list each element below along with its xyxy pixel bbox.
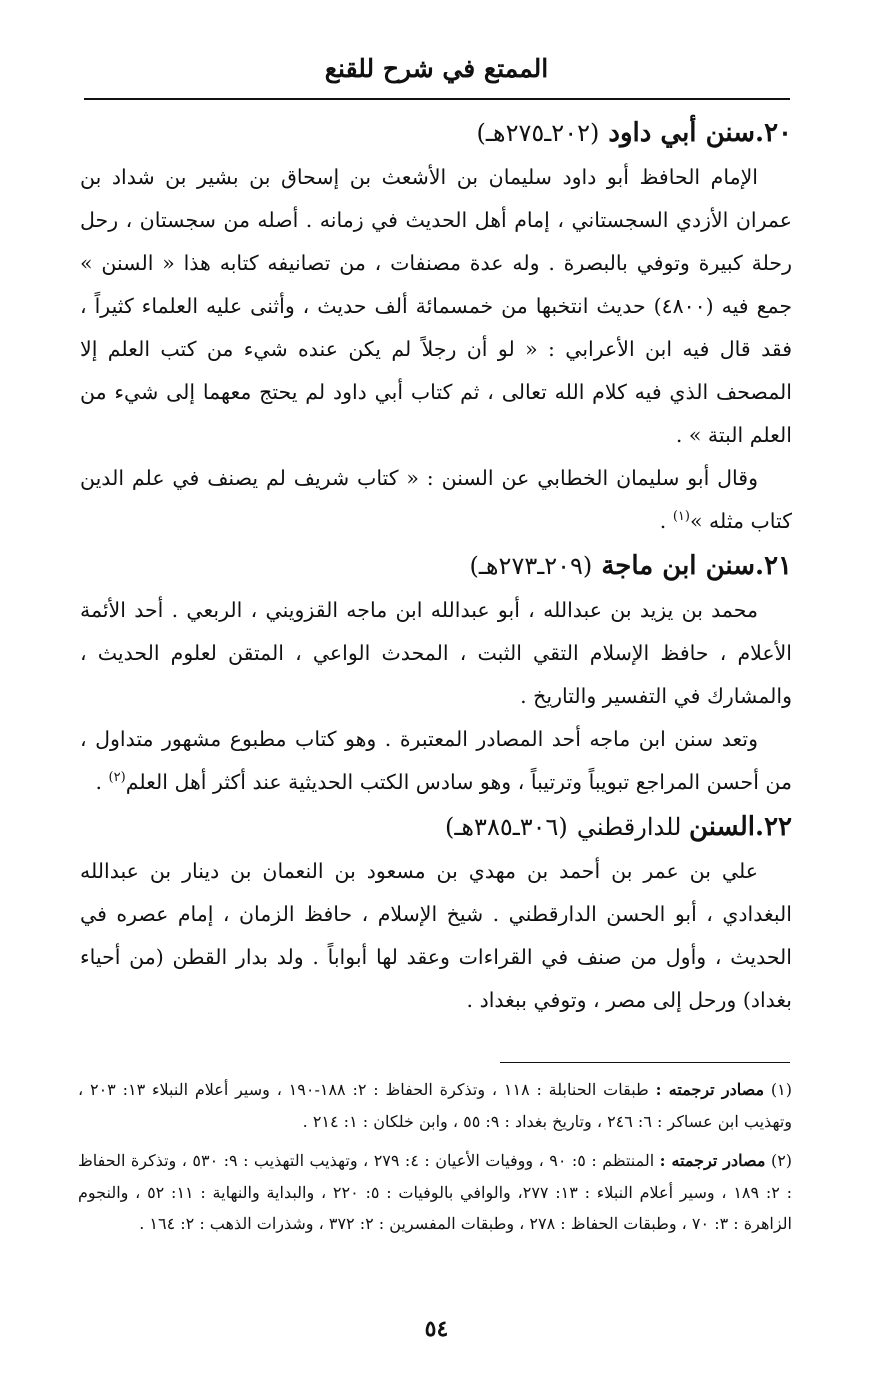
section-heading bbox=[80, 110, 792, 156]
running-head: الممتع في شرح للقنع bbox=[324, 54, 549, 83]
footnote-ref: (٢) bbox=[108, 770, 126, 786]
footnote-number: (١) bbox=[770, 1080, 792, 1099]
paragraph-text: وقال أبو سليمان الخطابي عن السنن : « كتاب شريف لم يصنف في علم الدين كتاب مثله » bbox=[80, 466, 792, 533]
section-title: سنن أبي داود bbox=[608, 118, 755, 148]
section-dates: (٣٠٦ـ٣٨٥هـ) bbox=[444, 813, 568, 841]
paragraph: علي بن عمر بن أحمد بن مهدي بن مسعود بن النعمان بن دينار بن عبدالله البغدادي ، أبو الحسن الدارقطني . شيخ الإسلام ، حافظ الزمان ، إمام عصره في الحديث ، وأول من صنف في القراءات وعقد لها أبواباً . ولد بدار القطن (من أحياء بغداد) ورحل إلى مصر ، وتوفي ببغداد . bbox=[80, 859, 792, 1012]
paragraph-text: وتعد سنن ابن ماجه أحد المصادر المعتبرة . وهو كتاب مطبوع مشهور متداول ، من أحسن المراجع تبويباً وترتيباً ، وهو سادس الكتب الحديثية عند أكثر أهل العلم bbox=[80, 727, 792, 794]
section-heading bbox=[80, 804, 792, 850]
section-dates: (٢٠٩ـ٢٧٣هـ) bbox=[469, 552, 593, 580]
section-dates: (٢٠٢ـ٢٧٥هـ) bbox=[476, 119, 600, 147]
footnote-rule bbox=[500, 1062, 790, 1063]
section-heading bbox=[80, 543, 792, 589]
footnote bbox=[78, 1074, 792, 1137]
footnote-label: مصادر ترجمته : bbox=[655, 1080, 765, 1099]
section-number: ٢٢. bbox=[755, 812, 792, 842]
section-title: سنن ابن ماجة bbox=[601, 551, 755, 581]
section-title: السنن bbox=[689, 812, 755, 842]
footnote-number: (٢) bbox=[770, 1151, 793, 1170]
footnote bbox=[78, 1145, 792, 1240]
paragraph: محمد بن يزيد بن عبدالله ، أبو عبدالله ابن ماجه القزويني ، الربعي . أحد الأئمة الأعلام ، حافظ الإسلام التقي الثبت ، المحدث الواعي ، المتقن لعلوم الحديث ، والمشارك في التفسير والتاريخ . bbox=[80, 598, 792, 708]
main-text bbox=[80, 110, 792, 1022]
paragraph bbox=[80, 718, 792, 804]
section-title-suffix: للدارقطني bbox=[576, 813, 690, 841]
footnote-text: طبقات الحنابلة : ١١٨ ، وتذكرة الحفاظ : ٢: ١٨٨-١٩٠ ، وسير أعلام النبلاء ١٣: ٢٠٣ ، وتهذيب ابن عساكر : ٦: ٢٤٦ ، وتاريخ بغداد : ٩: ٥٥ ، وابن خلكان : ١: ٢١٤ . bbox=[78, 1080, 792, 1131]
footnotes bbox=[78, 1074, 792, 1248]
paragraph: وقال أبو سليمان الخطابي عن السنن : « كتاب شريف لم يصنف في علم الدين كتاب مثله »$^{(١)}$ . bbox=[80, 466, 792, 533]
page-number: ٥٤ bbox=[424, 1316, 449, 1342]
footnote-text: المنتظم : ٥: ٩٠ ، ووفيات الأعيان : ٤: ٢٧٩ ، وتهذيب التهذيب : ٩: ٥٣٠ ، وتذكرة الحفاظ : ٢: ١٨٩ ، وسير أعلام النبلاء : ١٣: ٢٧٧، والوافي بالوفيات : ٥: ٢٢٠ ، والبداية والنهاية : ١١: ٥٢ ، والنجوم الزاهرة : ٣: ٧٠ ، وطبقات الحفاظ : ٢٧٨ ، وطبقات المفسرين : ٢: ٣٧٢ ، وشذرات الذهب : ٢: ١٦٤ . bbox=[78, 1151, 793, 1233]
section-number: ٢١. bbox=[755, 551, 792, 581]
section-number: ٢٠. bbox=[755, 118, 792, 148]
footnote-label: مصادر ترجمته : bbox=[659, 1151, 766, 1170]
paragraph: الإمام الحافظ أبو داود سليمان بن الأشعث بن إسحاق بن بشير بن شداد بن عمران الأزدي السجستاني ، إمام أهل الحديث في زمانه . أصله من سجستان ، رحل رحلة كبيرة وتوفي بالبصرة . وله عدة مصنفات ، من تصانيفه كتابه هذا « السنن » جمع فيه (٤٨٠٠) حديث انتخبها من خمسمائة ألف حديث ، وأثنى عليه العلماء كثيراً ، فقد قال فيه ابن الأعرابي : « لو أن رجلاً لم يكن عنده شيء من كتب العلم إلا المصحف الذي فيه كلام الله تعالى ، ثم كتاب أبي داود لم يحتج معهما إلى شيء من العلم البتة » . bbox=[80, 165, 793, 447]
header-rule bbox=[84, 98, 790, 100]
footnote-ref: (١) bbox=[672, 509, 690, 525]
paragraph-end: . bbox=[95, 770, 109, 794]
